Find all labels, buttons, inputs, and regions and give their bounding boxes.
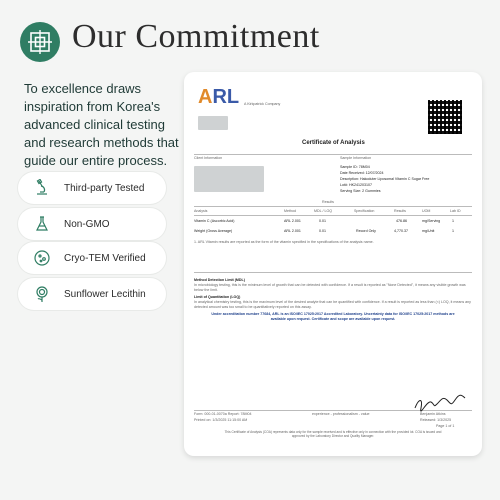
divider (194, 215, 472, 216)
sample-line: Date Received: 12/07/2024 (340, 171, 384, 175)
certificate-heading: Certificate of Analysis (302, 140, 365, 146)
brand-logo (20, 22, 60, 62)
mdl-title: Method Detection Limit (MDL) (194, 278, 245, 282)
feature-sunflower-lecithin (18, 278, 166, 310)
feature-label: Cryo-TEM Verified (64, 252, 146, 264)
client-info-redacted (194, 166, 264, 192)
table-cell: Record Only (356, 229, 376, 233)
results-footnote: 1. ARL Vitamin results are reported as the form of the vitamin specified in the specifications of the analysis name. (194, 240, 374, 244)
table-cell: Weight (Gross Average) (194, 229, 233, 233)
table-header: Method (284, 209, 296, 213)
table-header: Results (394, 209, 406, 213)
table-header: Specification (354, 209, 375, 213)
table-cell: ARL 2.001 (284, 229, 301, 233)
results-label: Results (322, 200, 334, 204)
feature-label: Sunflower Lecithin (64, 288, 146, 300)
table-cell: 0.01 (319, 219, 326, 223)
table-cell: 1 (452, 229, 454, 233)
page-title: Our Commitment (72, 18, 320, 55)
flask-icon (26, 215, 58, 233)
lab-address-redacted (198, 116, 228, 130)
table-cell: 1 (452, 219, 454, 223)
footer-form: Form: 000-01-0070a Report: 78M04 (194, 412, 252, 416)
table-cell: mg/Unit (422, 229, 435, 233)
signature (412, 394, 468, 412)
divider (194, 206, 472, 207)
feature-non-gmo (18, 208, 166, 240)
footer-printed: Printed on: 1/3/2025 11:15:00 AM (194, 418, 248, 422)
table-header: UOM (422, 209, 431, 213)
footer-disclaimer: This Certificate of Analysis (COA) represents data only for the sample received and is effective only in connection with the provided lot. COA is issued and approved by the Laboratory Director and Quality Manager. (224, 430, 442, 439)
sample-line: Sample ID: 78M04 (340, 165, 370, 169)
footer-signatory: Benjamin Atkins (420, 412, 446, 416)
footer-page: Page 1 of 1 (436, 424, 455, 428)
sample-line: Lot#: HK241203107 (340, 183, 372, 187)
sample-line: Serving Size: 2 Gummies (340, 189, 381, 193)
feature-label: Third-party Tested (64, 182, 145, 194)
footer-tagline: experience - professionalism - value (312, 412, 370, 416)
microscope-icon (26, 179, 58, 197)
feature-third-party-tested (18, 172, 166, 204)
sunflower-icon (26, 285, 58, 303)
loq-text: In analytical chemistry testing, this is the maximum level of the desired analyte that can be quantified with confidence. If a result is reported as less than (<) LOQ, it means any detected amount was too small to be quantitatively reported on this assay. (194, 300, 471, 309)
table-cell: 0.01 (319, 229, 326, 233)
table-header: Lab ID (450, 209, 461, 213)
mdl-text: In microbiology testing, this is the minimum level of growth that can be detected with confidence. If a result is reported as "None Detected", it means any visible growth was below the limit. (194, 283, 466, 292)
certificate-of-analysis (184, 72, 482, 456)
intro-text: To excellence draws inspiration from Korea's advanced clinical testing and research methods that guide our entire process. (24, 81, 179, 168)
qr-code (428, 100, 462, 134)
lab-subtitle: A Kirkpatrick Company (244, 102, 281, 106)
loq-title: Limit of Quantitation (LOQ) (194, 295, 241, 299)
table-header: Analysis (194, 209, 208, 213)
feature-cryo-tem-verified (18, 242, 166, 274)
table-cell: Vitamin C (Ascorbic Acid) (194, 219, 235, 223)
divider (194, 272, 472, 273)
knot-icon (27, 29, 53, 55)
divider (194, 154, 472, 155)
petri-dish-icon (26, 249, 58, 267)
footer-released: Released: 1/3/2025 (420, 418, 452, 422)
table-cell: 4,770.37 (394, 229, 408, 233)
sample-line: Description: Hakoduter Liposomal Vitamin C Sugar Free (340, 177, 430, 181)
feature-label: Non-GMO (64, 218, 110, 230)
table-header: MDL / LOQ (314, 209, 333, 213)
table-cell: ARL 2.001 (284, 219, 301, 223)
sample-info-label: Sample Information (340, 156, 372, 160)
lab-logo: ARL (198, 86, 240, 108)
accreditation-statement: Under accreditation number 77684, ARL is an ISO/IEC 17025:2017 Accredited Laboratory. Uncertainty data for ISO/IEC 17025:2017 methods are available upon request. Certificate and scope are available upon request. (211, 312, 455, 321)
table-cell: 476.86 (396, 219, 407, 223)
client-info-label: Client Information (194, 156, 223, 160)
lab-logo-text: RL (212, 86, 240, 108)
table-cell: mg/Serving (422, 219, 441, 223)
